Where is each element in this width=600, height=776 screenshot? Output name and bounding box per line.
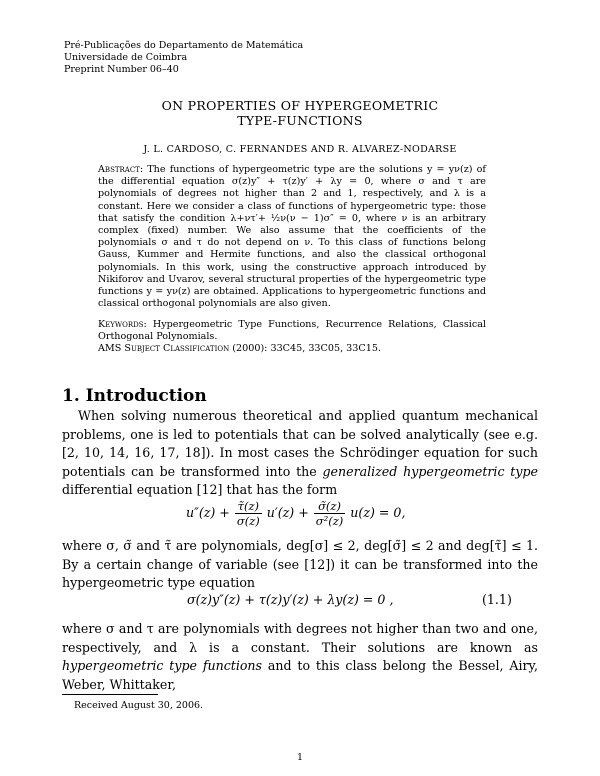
section-heading: 1. Introduction [62,386,207,406]
abstract [98,164,486,310]
eq1-lhs: u″(z) + [186,505,230,520]
intro-paragraph-2: where σ, σ̃ and τ̃ are polynomials, deg[σ] ≤ 2, deg[σ̃] ≤ 2 and deg[τ̃] ≤ 1. By a certain change of variable (see [12]) it can be transformed into the hypergeometric type equation [62,538,538,591]
abstract-text: The functions of hypergeometric type are the solutions y = yν(z) of the differential equation σ(z)y″ + τ(z)y′ + λy = 0, where σ and τ are polynomials of degrees not higher than 2 and 1, respectively, and λ is a constant. Here we consider a class of functions of hypergeometric type: those that satisfy the condition λ+ντ′+ ½ν(ν − 1)σ″ = 0, where ν is an arbitrary complex (fixed) number. We also assume that the coefficients of the polynomials σ and τ do not depend on ν. To this class of functions belong Gauss, Kummer and Hermite functions, and also the classical orthogonal polynomials. In this work, using the constructive approach introduced by Nikiforov and Uvarov, several structural properties of the hypergeometric type functions y = yν(z) are obtained. Applications to hypergeometric functions and classical orthogonal polynomials are also given. [98,164,486,310]
keywords-block [98,319,486,356]
intro-paragraph-3 [62,620,538,694]
para1-emphasis: generalized hypergeometric type [322,463,538,479]
ams-label: AMS Subject Classification [98,343,230,355]
eq1-frac2-numerator: σ̃(z) [314,499,346,514]
para3-emphasis: hypergeometric type functions [62,658,262,674]
title-line-1: ON PROPERTIES OF HYPERGEOMETRIC [161,98,439,113]
header-line-preprint-number: Preprint Number 06–40 [64,64,179,75]
equation-generalized [186,499,405,528]
eq1-frac2-denominator: σ²(z) [315,514,344,528]
equation-number: (1.1) [482,592,512,607]
para1-text: When solving numerous theoretical and applied quantum mechanical problems, one is led to potentials that can be solved analytically (see e.g. [2, 10, 14, 16, 17, 18]). In most cases the Schrödinger equation for such potentials can be transformed into the [62,408,538,479]
footnote: Received August 30, 2006. [74,700,204,711]
eq1-frac1-denominator: σ(z) [236,514,260,528]
page-number: 1 [296,752,304,763]
eq1-fraction-1 [235,499,262,528]
eq1-fraction-2 [314,499,346,528]
preprint-header [64,40,303,76]
keywords-text: Hypergeometric Type Functions, Recurrence Relations, Classical Orthogonal Polynomials. [98,319,486,343]
eq2-body: σ(z)y″(z) + τ(z)y′(z) + λy(z) = 0 , [187,592,394,607]
eq1-rhs: u(z) = 0, [350,505,406,520]
para1-tail: differential equation [12] that has the form [62,482,338,498]
para3-text: where σ and τ are polynomials with degrees not higher than two and one, respectively, and λ is a constant. Their solutions are known as [62,621,538,655]
keywords-label: Keywords: [98,319,147,330]
equation-hypergeometric [187,592,393,607]
ams-text: (2000): 33C45, 33C05, 33C15. [232,343,381,355]
authors: J. L. CARDOSO, C. FERNANDES AND R. ALVAREZ-NODARSE [143,144,457,155]
abstract-label: Abstract: [98,164,144,175]
header-line-department: Pré-Publicações do Departamento de Matemática [64,40,304,51]
header-line-university: Universidade de Coimbra [64,52,188,63]
eq1-middle: u′(z) + [266,505,309,520]
para3-tail: and to this class belong the Bessel, Airy, Weber, Whittaker, [62,658,538,692]
title-line-2: TYPE-FUNCTIONS [237,113,363,128]
intro-paragraph-1 [62,407,538,500]
paper-title [0,98,600,128]
eq1-frac1-numerator: τ̃(z) [235,499,262,514]
footnote-rule [62,694,158,695]
